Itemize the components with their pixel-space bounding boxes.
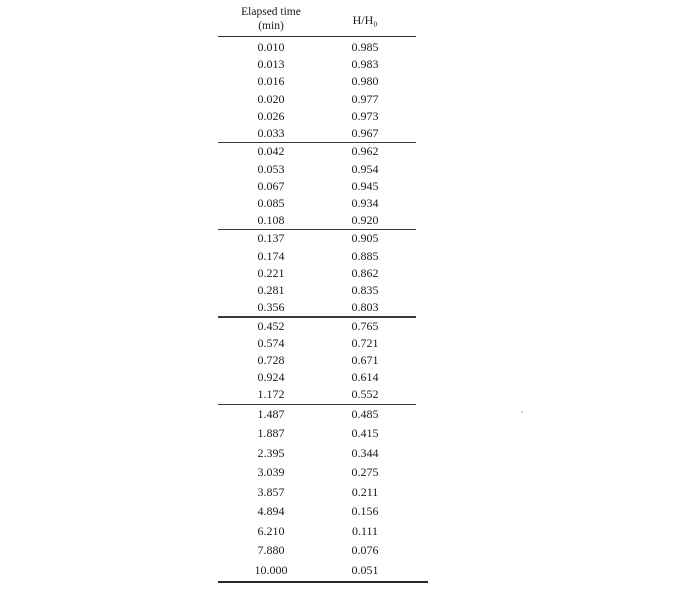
h-ratio-cell: 0.765 (351, 318, 379, 333)
table-row (218, 352, 418, 369)
h-ratio-cell: 0.977 (351, 91, 379, 106)
elapsed-time-cell: 2.395 (257, 445, 285, 460)
elapsed-time-cell: 6.210 (257, 523, 285, 538)
h-ratio-cell: 0.344 (351, 445, 379, 460)
h-ratio-cell: 0.671 (351, 352, 379, 367)
h-ratio-cell: 0.111 (351, 523, 379, 538)
table-body (218, 39, 418, 583)
h-ratio-cell: 0.967 (351, 125, 379, 140)
h-ratio-cell: 0.934 (351, 195, 379, 210)
scan-speck (521, 411, 523, 413)
table-row (218, 125, 418, 142)
elapsed-time-cell: 4.894 (257, 504, 285, 519)
header-rule (218, 36, 416, 37)
table-row (218, 282, 418, 299)
elapsed-time-cell: 10.000 (254, 562, 288, 577)
data-table (218, 4, 418, 577)
elapsed-time-cell: 0.174 (257, 248, 285, 263)
h-ratio-cell: 0.076 (351, 543, 379, 558)
h-ratio-cell: 0.211 (351, 484, 379, 499)
header-elapsed-time (232, 5, 310, 33)
h-ratio-cell: 0.835 (351, 283, 379, 297)
h-ratio-cell: 0.983 (351, 57, 379, 72)
elapsed-time-cell: 3.857 (257, 484, 285, 499)
row-group (218, 318, 418, 404)
elapsed-time-cell: 0.452 (257, 318, 285, 333)
h-ratio-cell: 0.803 (351, 300, 379, 315)
table-row (218, 143, 418, 160)
table-row (218, 318, 418, 335)
h-ratio-cell: 0.980 (351, 74, 379, 89)
h-ratio-cell: 0.920 (351, 213, 379, 228)
table-row (218, 483, 418, 503)
table-row (218, 178, 418, 195)
h-ratio-cell: 0.885 (351, 248, 379, 263)
h-ratio-cell: 0.156 (351, 504, 379, 519)
table-row (218, 369, 418, 386)
header-elapsed-time-line1: Elapsed time (241, 6, 301, 18)
h-ratio-cell: 0.862 (351, 265, 379, 280)
table-row (218, 561, 418, 581)
h-ratio-cell: 0.954 (351, 161, 379, 176)
elapsed-time-cell: 0.033 (257, 125, 285, 140)
table-row (218, 248, 418, 265)
elapsed-time-cell: 0.281 (257, 283, 285, 297)
h-ratio-cell: 0.945 (351, 178, 379, 193)
elapsed-time-cell: 1.487 (257, 406, 285, 421)
table-row (218, 463, 418, 483)
elapsed-time-cell: 7.880 (257, 543, 285, 558)
elapsed-time-cell: 0.356 (257, 300, 285, 315)
table-row (218, 522, 418, 542)
elapsed-time-cell: 0.137 (257, 231, 285, 246)
elapsed-time-cell: 0.042 (257, 144, 285, 159)
h-ratio-cell: 0.275 (351, 465, 379, 480)
elapsed-time-cell: 0.221 (257, 265, 285, 280)
table-header (218, 4, 418, 36)
table-row (218, 212, 418, 229)
table-bottom-rule (218, 581, 428, 582)
h-ratio-cell: 0.415 (351, 426, 379, 441)
table-row (218, 386, 418, 403)
row-group (218, 230, 418, 316)
table-row (218, 541, 418, 561)
elapsed-time-cell: 0.053 (257, 161, 285, 176)
elapsed-time-cell: 1.172 (257, 387, 285, 402)
table-row (218, 73, 418, 90)
table-row (218, 39, 418, 56)
table-row (218, 502, 418, 522)
h-ratio-cell: 0.485 (351, 406, 379, 421)
table-row (218, 265, 418, 282)
elapsed-time-cell: 0.574 (257, 335, 285, 350)
h-ratio-cell: 0.905 (351, 231, 379, 246)
h-ratio-cell: 0.552 (351, 387, 379, 402)
elapsed-time-cell: 0.010 (257, 40, 285, 54)
elapsed-time-cell: 0.067 (257, 178, 285, 193)
table-row (218, 195, 418, 212)
row-group (218, 405, 418, 581)
h-ratio-cell: 0.721 (351, 335, 379, 350)
table-row (218, 299, 418, 316)
h-ratio-cell: 0.973 (351, 108, 379, 123)
elapsed-time-cell: 1.887 (257, 426, 285, 441)
h-ratio-cell: 0.985 (351, 40, 379, 54)
table-row (218, 335, 418, 352)
h-ratio-cell: 0.962 (351, 144, 379, 159)
table-row (218, 230, 418, 247)
table-row (218, 405, 418, 425)
table-row (218, 444, 418, 464)
elapsed-time-cell: 0.728 (257, 352, 285, 367)
table-row (218, 161, 418, 178)
elapsed-time-cell: 0.016 (257, 74, 285, 89)
h-ratio-cell: 0.614 (351, 370, 379, 385)
h-ratio-cell: 0.051 (351, 562, 379, 577)
row-group (218, 39, 418, 142)
elapsed-time-cell: 0.924 (257, 370, 285, 385)
elapsed-time-cell: 0.085 (257, 195, 285, 210)
elapsed-time-cell: 0.026 (257, 108, 285, 123)
elapsed-time-cell: 0.108 (257, 213, 285, 228)
table-row (218, 424, 418, 444)
elapsed-time-cell: 0.013 (257, 57, 285, 72)
row-group (218, 143, 418, 229)
header-elapsed-time-line2: (min) (258, 20, 284, 32)
table-row (218, 108, 418, 125)
table-row (218, 91, 418, 108)
header-h-ratio: H/H₀ (352, 13, 378, 27)
table-row (218, 56, 418, 73)
elapsed-time-cell: 0.020 (257, 91, 285, 106)
elapsed-time-cell: 3.039 (257, 465, 285, 480)
